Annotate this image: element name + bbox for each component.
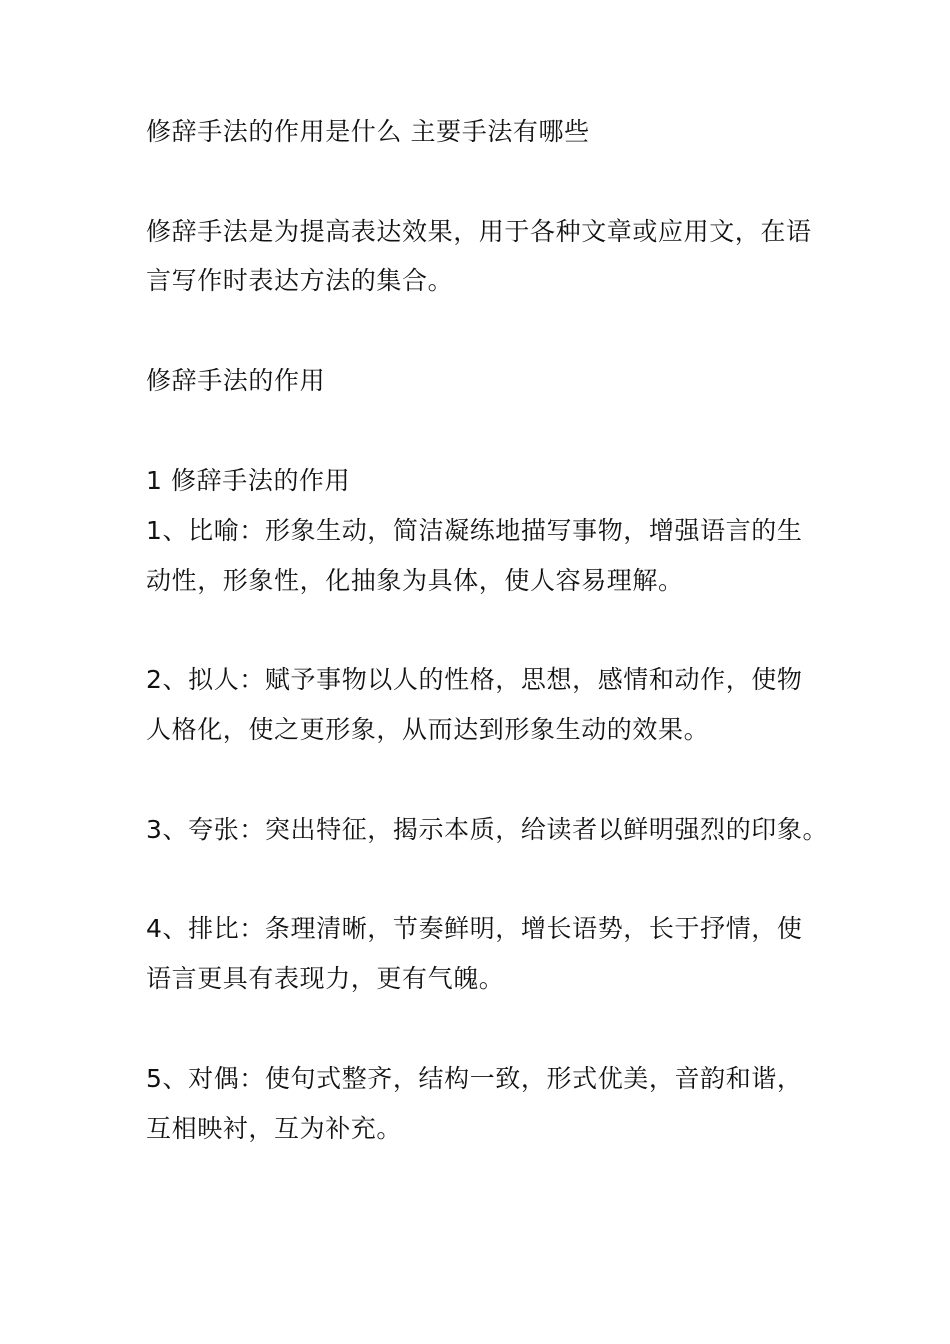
item-1-line-2: 动性，形象性，化抽象为具体，使人容易理解。 [146,566,684,595]
item-2-line-1: 2、拟人：赋予事物以人的性格，思想，感情和动作，使物 [146,665,803,694]
intro-line-1: 修辞手法是为提高表达效果，用于各种文章或应用文，在语 [146,217,812,246]
item-4-line-1: 4、排比：条理清晰，节奏鲜明，增长语势，长于抒情，使 [146,914,803,943]
item-5-line-2: 互相映衬，互为补充。 [146,1114,403,1143]
document-title: 修辞手法的作用是什么 主要手法有哪些 [146,117,590,146]
item-4-line-2: 语言更具有表现力，更有气魄。 [146,964,505,993]
item-2-line-2: 人格化，使之更形象，从而达到形象生动的效果。 [146,715,710,744]
section-heading: 修辞手法的作用 [146,366,326,395]
item-3-line-1: 3、夸张：突出特征，揭示本质，给读者以鲜明强烈的印象。 [146,815,829,844]
item-1-line-1: 1、比喻：形象生动，简洁凝练地描写事物，增强语言的生 [146,516,803,545]
intro-line-2: 言写作时表达方法的集合。 [146,266,454,295]
item-5-line-1: 5、对偶：使句式整齐，结构一致，形式优美，音韵和谐， [146,1064,803,1093]
subsection-heading: 1 修辞手法的作用 [146,466,351,495]
